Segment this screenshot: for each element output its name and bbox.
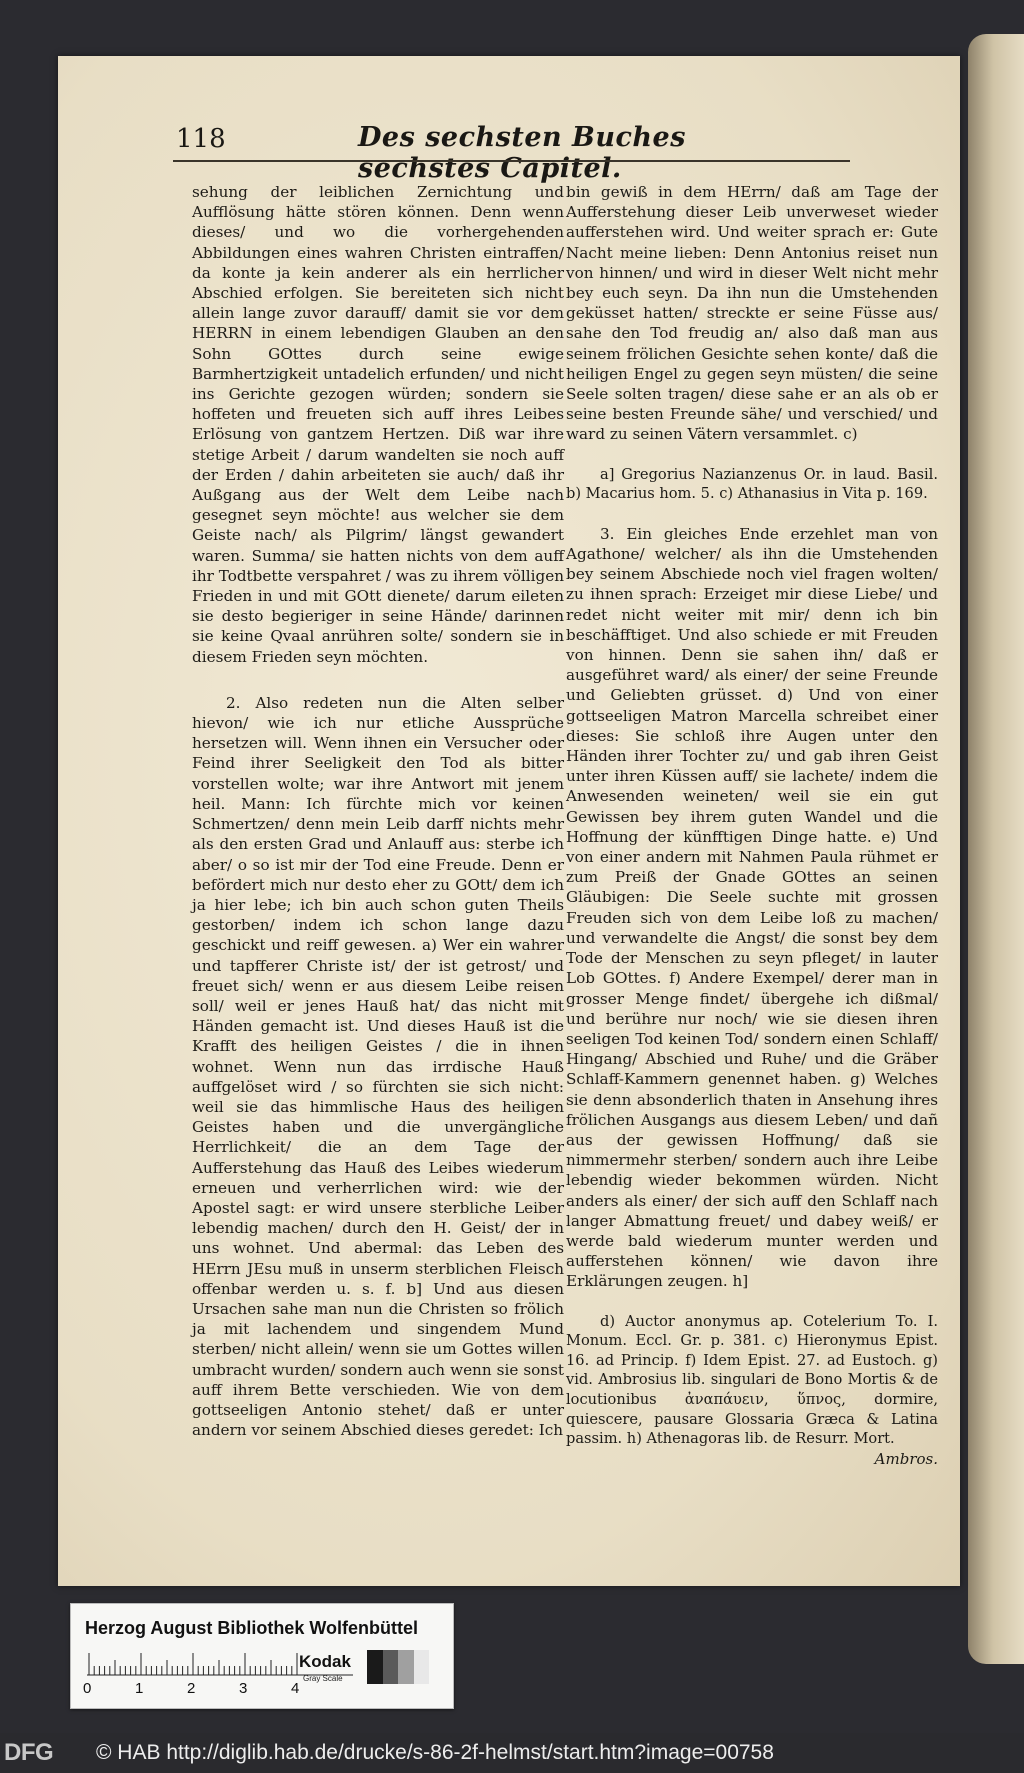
paragraph-gap (566, 504, 938, 524)
footer-bar (0, 1733, 1024, 1773)
footnotes-a-c: a] Gregorius Nazianzenus Or. in laud. Basil. b) Macarius hom. 5. c) Athanasius in Vita p. 169. (566, 465, 938, 503)
right-paragraph-2: 3. Ein gleiches Ende erzehlet man von Agathone/ welcher/ als ihn die Umstehenden bey seinem Abschiede noch viel fragen wolten/ zu ihnen sprach: Erzeiget mir diese Liebe/ und redet nicht weiter mit mir/ denn ich bin beschäfftiget. Und also schiede er mit Freuden von hinnen. Denn sie sahen ihn/ daß er ausgeführet ward/ als einer/ der seine Freunde und Geliebten grüsset. d) Und von einer gottseeligen Matron Marcella schreibet einer dieses: Sie schloß ihre Augen unter den Händen ihrer Tochter zu/ und gab ihren Geist unter ihren Küssen auff/ sie lachete/ indem die Anwesenden weineten/ weil sie ein gut Gewissen bey ihrem guten Wandel und die Hoffnung der künfftigen Dinge hatte. e) Und von einer andern mit Nahmen Paula rühmet er zum Preiß der Gnade GOttes an seinen Gläubigen: Die Seele suchte mit grossen Freuden sich von dem Leibe loß zu machen/ und verwandelte die Angst/ die sonst bey dem Tode der Menschen zu seyn pfleget/ in lauter Lob GOttes. f) Andere Exempel/ derer man in grosser Menge findet/ übergehe ich dißmal/ und berühre nur noch/ wie sie diesen ihren seeligen Tod keinen Tod/ sondern einen Schlaff/ Hingang/ Abschied und Ruhe/ und die Gräber Schlaff-Kammern genennet haben. g) Welches sie denn absonderlich thaten in Ansehung ihres frölichen Ausgangs aus diesem Leben/ und dañ aus der gewissen Hoffnung/ daß sie nimmermehr sterben/ sondern auch ihre Leibe lebendig wieder bekommen würden. Nicht anders als einer/ der sich auff den Schlaff nach langer Abmattung freuet/ und dabey weiß/ er werde bald wiederum munter werden und aufferstehen können/ wie davon ihre Erklärungen zeugen. h] (566, 524, 938, 1291)
right-paragraph-1: bin gewiß in dem HErrn/ daß am Tage der Aufferstehung dieser Leib unverweset wieder aufferstehen wird. Und weiter sprach er: Gute Nacht meine lieben: Denn Antonius reiset nun von hinnen/ und wird in dieser Welt nicht mehr bey euch seyn. Da ihn nun die Umstehenden geküsset hatten/ streckte er seine Füsse aus/ sahe den Tod freudig an/ also daß man aus seinem frölichen Gesichte sehen konte/ daß die heiligen Engel zu gegen seyn müsten/ die seine Seele solten tragen/ diese sahe er an als ob er seine besten Freunde sähe/ und verschied/ und ward zu seinen Vätern versammlet. c) (566, 183, 938, 444)
copyright-link[interactable]: © HAB http://diglib.hab.de/drucke/s-86-2f-helmst/start.htm?image=00758 (96, 1741, 774, 1764)
catchword: Ambros. (874, 1449, 938, 1468)
left-paragraph-2: 2. Also redeten nun die Alten selber hievon/ wie ich nur etliche Aussprüche hersetzen will. Wenn ihnen ein Versucher oder Feind ihrer Seeligkeit den Tod als bitter vorstellen wolte; war ihre Antwort mit jenem heil. Mann: Ich fürchte mich vor keinen Schmertzen/ denn mein Leib darff nichts mehr als den ersten Grad und Anlauff aus: sterbe ich aber/ o so ist mir der Tod eine Freude. Denn er befördert mich nur desto eher zu GOtt/ dem ich ja hier lebe; ich bin auch schon guten Theils gestorben/ indem ich schon lange dazu geschickt und reiff gewesen. a) Wer ein wahrer und tapfferer Christe ist/ der ist getrost/ und freuet sich/ wenn er aus diesem Leibe reisen soll/ weil er jenes Hauß hat/ das nicht mit Händen gemacht ist. Und dieses Hauß ist die Krafft des heiligen Geistes / die in ihnen wohnet. Wenn nun das irrdische Hauß auffgelöset wird / so fürchten sie sich nicht: weil sie das himmlische Haus des heiligen Geistes haben und die unvergängliche Herrlichkeit/ die an dem Tage der Aufferstehung das Hauß des Leibes wiederum erneuen und verherrlichen wird: wie der Apostel sagt: er wird unsere sterbliche Leiber lebendig machen/ durch den H. Geist/ der in uns wohnet. Und abermal: das Leben des HErrn JEsu muß in unserm sterblichen Fleisch offenbar werden u. s. f. b] Und aus diesen Ursachen sahe man nun die Christen so frölich ja mit lachendem und singendem Mund sterben/ nicht allein/ wenn sie um Gottes willen umbracht wurden/ sondern auch wenn sie sonst auff ihrem Bette verschieden. Wie von dem gottseeligen Antonio stehet/ daß er unter andern vor seinem Abschied dieses geredet: Ich (192, 693, 564, 1440)
next-page-edge (968, 34, 1024, 1664)
dfg-logo: DFG (4, 1739, 54, 1766)
gray-swatch (398, 1650, 414, 1684)
gray-swatch (367, 1650, 383, 1684)
paragraph-gap (192, 667, 564, 693)
running-title: Des sechsten Buches sechstes Capitel. (358, 122, 686, 184)
left-paragraph-1: sehung der leiblichen Zernichtung und Aufflösung hätte stören können. Denn wenn dieses/ und wo die vorhergehenden Abbildungen eines wahren Christen eintraffen/ da konte ja kein anderer als ein herrlicher Abschied erfolgen. Sie bereiteten sich nicht allein lange zuvor darauff/ damit sie vor dem HERRN in einem lebendigen Glauben an den Sohn GOttes durch seine ewige Barmhertzigkeit untadelich erfunden/ und nicht ins Gerichte gezogen würden; sondern sie hoffeten und freueten sich auff ihres Leibes Erlösung von gantzem Hertzen. Diß war ihre stetige Arbeit / darum wandelten sie noch auff der Erden / dahin arbeiteten sie auch/ daß ihr Außgang aus der Welt dem Leibe nach gesegnet seyn möchte! aus welcher sie dem Geiste nach/ als Pilgrim/ längst gewandert waren. Summa/ sie hatten nichts von dem auff ihr Todtbette verspahret / was zu ihrem völligen Frieden in und mit GOtt dienete/ darum eileten sie desto begieriger in seine Hände/ darinnen sie keine Qvaal anrühren solte/ sondern sie in diesem Frieden seyn möchten. (192, 183, 564, 666)
gray-scale-label: Gray Scale (303, 1674, 343, 1683)
ruler-number: 0 (83, 1680, 92, 1697)
right-column (566, 182, 938, 1469)
ruler-number: 1 (135, 1680, 144, 1697)
paragraph-gap (566, 445, 938, 465)
page-number: 118 (176, 124, 226, 154)
paragraph-gap (566, 1292, 938, 1312)
gray-swatch (383, 1650, 399, 1684)
left-column (192, 182, 564, 1440)
library-name: Herzog August Bibliothek Wolfenbüttel (85, 1618, 418, 1638)
header-rule (173, 160, 850, 162)
gray-swatches (367, 1650, 429, 1684)
ruler-number: 3 (239, 1680, 248, 1697)
ruler-number: 2 (187, 1680, 196, 1697)
gray-swatch (414, 1650, 430, 1684)
book-page (58, 56, 960, 1586)
ruler-number: 4 (291, 1680, 300, 1697)
color-scale-card (70, 1603, 454, 1709)
footnotes-d-h: d) Auctor anonymus ap. Cotelerium To. I. Monum. Eccl. Gr. p. 381. c) Hieronymus Epist. 16. ad Princip. f) Idem Epist. 27. ad Eustoch. g) vid. Ambrosius lib. singulari de Bono Mortis & de locutionibus ἀναπάυειν, ὕπνος, dormire, quiescere, pausare Glossaria Græca & Latina passim. h) Athenagoras lib. de Resurr. Mort. (566, 1312, 938, 1448)
kodak-logo: Kodak (299, 1652, 351, 1671)
